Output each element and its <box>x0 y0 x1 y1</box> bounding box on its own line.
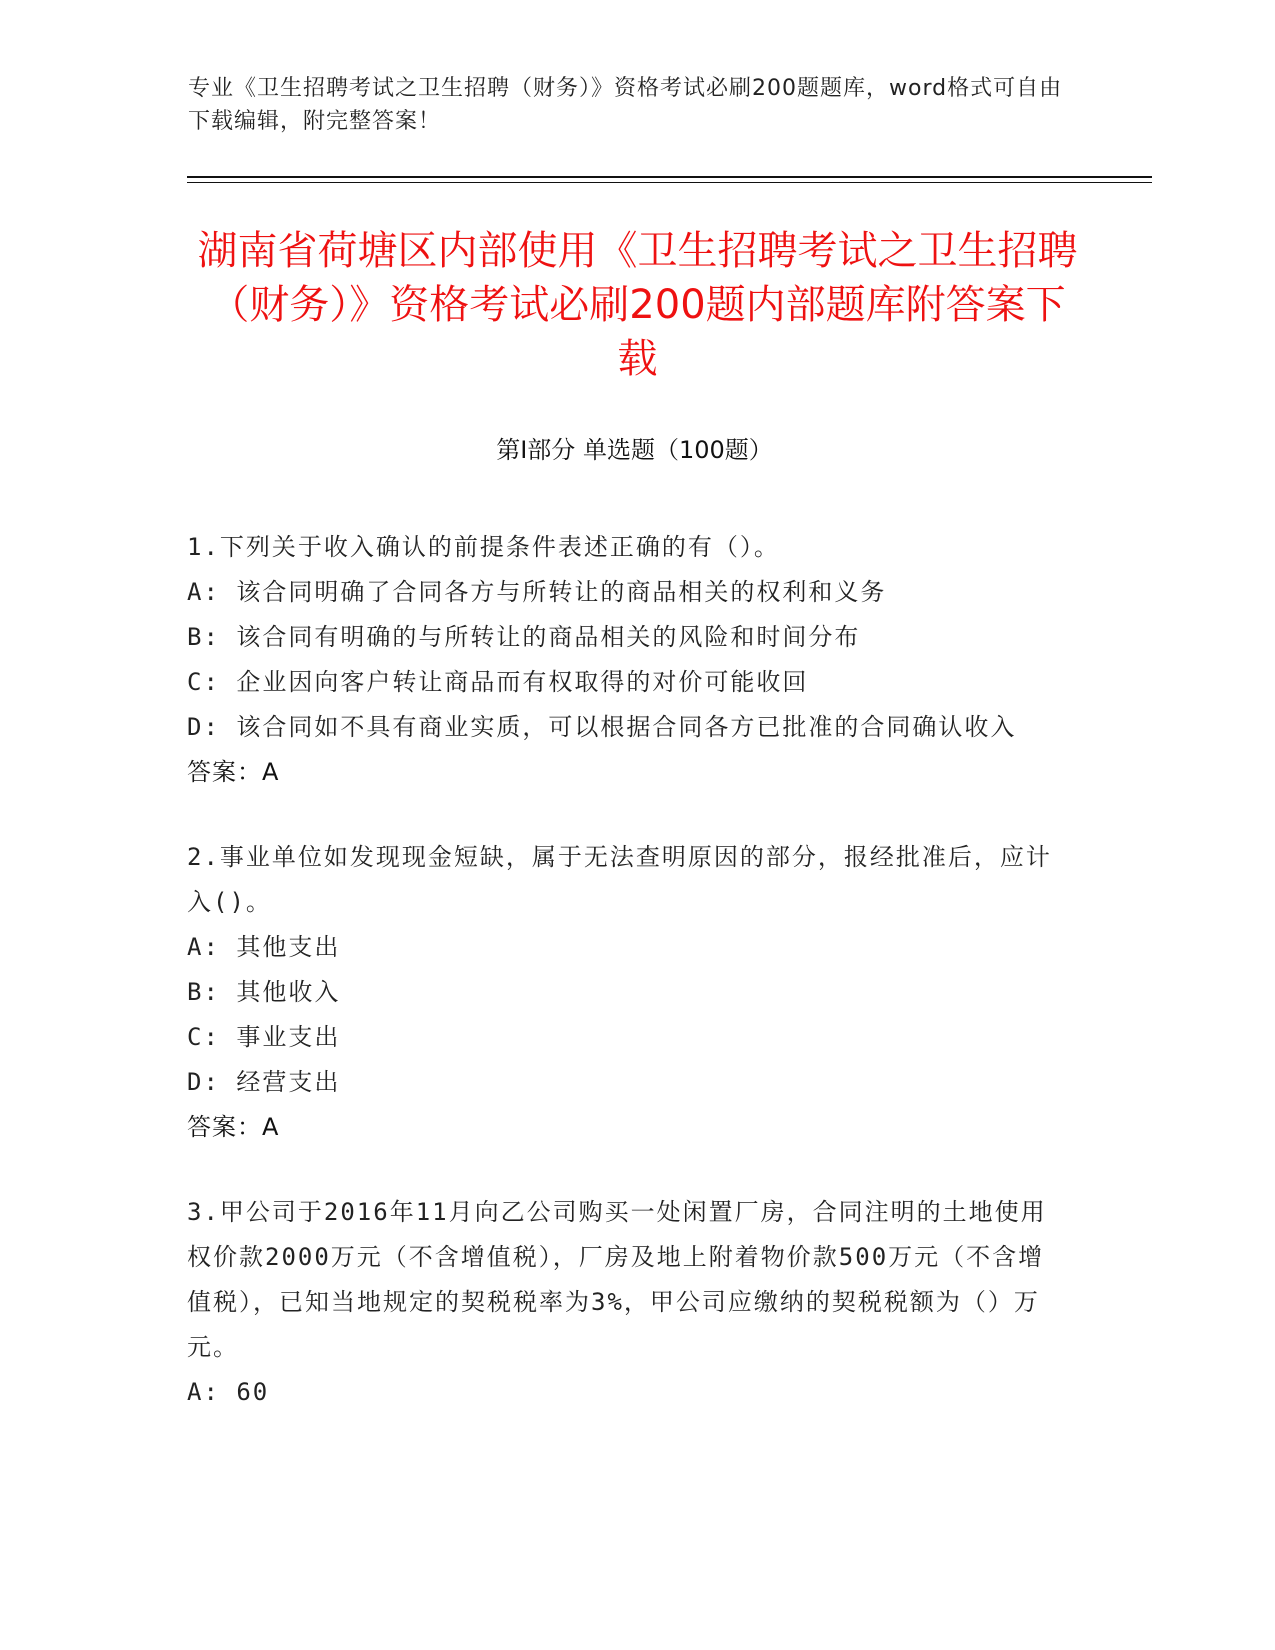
option-a: A: 60 <box>187 1378 270 1406</box>
option-d: D: 该合同如不具有商业实质，可以根据合同各方已批准的合同确认收入 <box>187 713 1017 741</box>
question-1 <box>187 525 1067 795</box>
question-3 <box>187 1190 1067 1415</box>
option-d: D: 经营支出 <box>187 1068 341 1096</box>
answer: 答案：A <box>187 1113 280 1141</box>
option-a: A: 其他支出 <box>187 933 341 961</box>
option-c: C: 企业因向客户转让商品而有权取得的对价可能收回 <box>187 668 809 696</box>
option-b: B: 该合同有明确的与所转让的商品相关的风险和时间分布 <box>187 623 861 651</box>
option-c: C: 事业支出 <box>187 1023 341 1051</box>
option-b: B: 其他收入 <box>187 978 341 1006</box>
question-stem: 3.甲公司于2016年11月向乙公司购买一处闲置厂房，合同注明的土地使用权价款2000万元（不含增值税），厂房及地上附着物价款500万元（不含增值税），已知当地规定的契税税率为3%，甲公司应缴纳的契税税额为（）万元。 <box>187 1198 1047 1361</box>
header-note: 专业《卫生招聘考试之卫生招聘（财务）》资格考试必刷200题题库，word格式可自由下载编辑，附完整答案！ <box>188 76 1063 134</box>
document-title: 湖南省荷塘区内部使用《卫生招聘考试之卫生招聘（财务）》资格考试必刷200题内部题库附答案下载 <box>197 228 1078 382</box>
header-rule-thin <box>187 182 1152 183</box>
question-list <box>187 525 1067 1455</box>
header-rule-thick <box>187 176 1152 178</box>
question-2 <box>187 835 1067 1150</box>
answer: 答案：A <box>187 758 280 786</box>
question-stem: 1.下列关于收入确认的前提条件表述正确的有（）。 <box>187 533 780 561</box>
section-title: 第Ⅰ部分 单选题（100题） <box>496 436 773 464</box>
question-stem: 2.事业单位如发现现金短缺，属于无法查明原因的部分，报经批准后，应计入()。 <box>187 843 1052 916</box>
option-a: A: 该合同明确了合同各方与所转让的商品相关的权利和义务 <box>187 578 887 606</box>
